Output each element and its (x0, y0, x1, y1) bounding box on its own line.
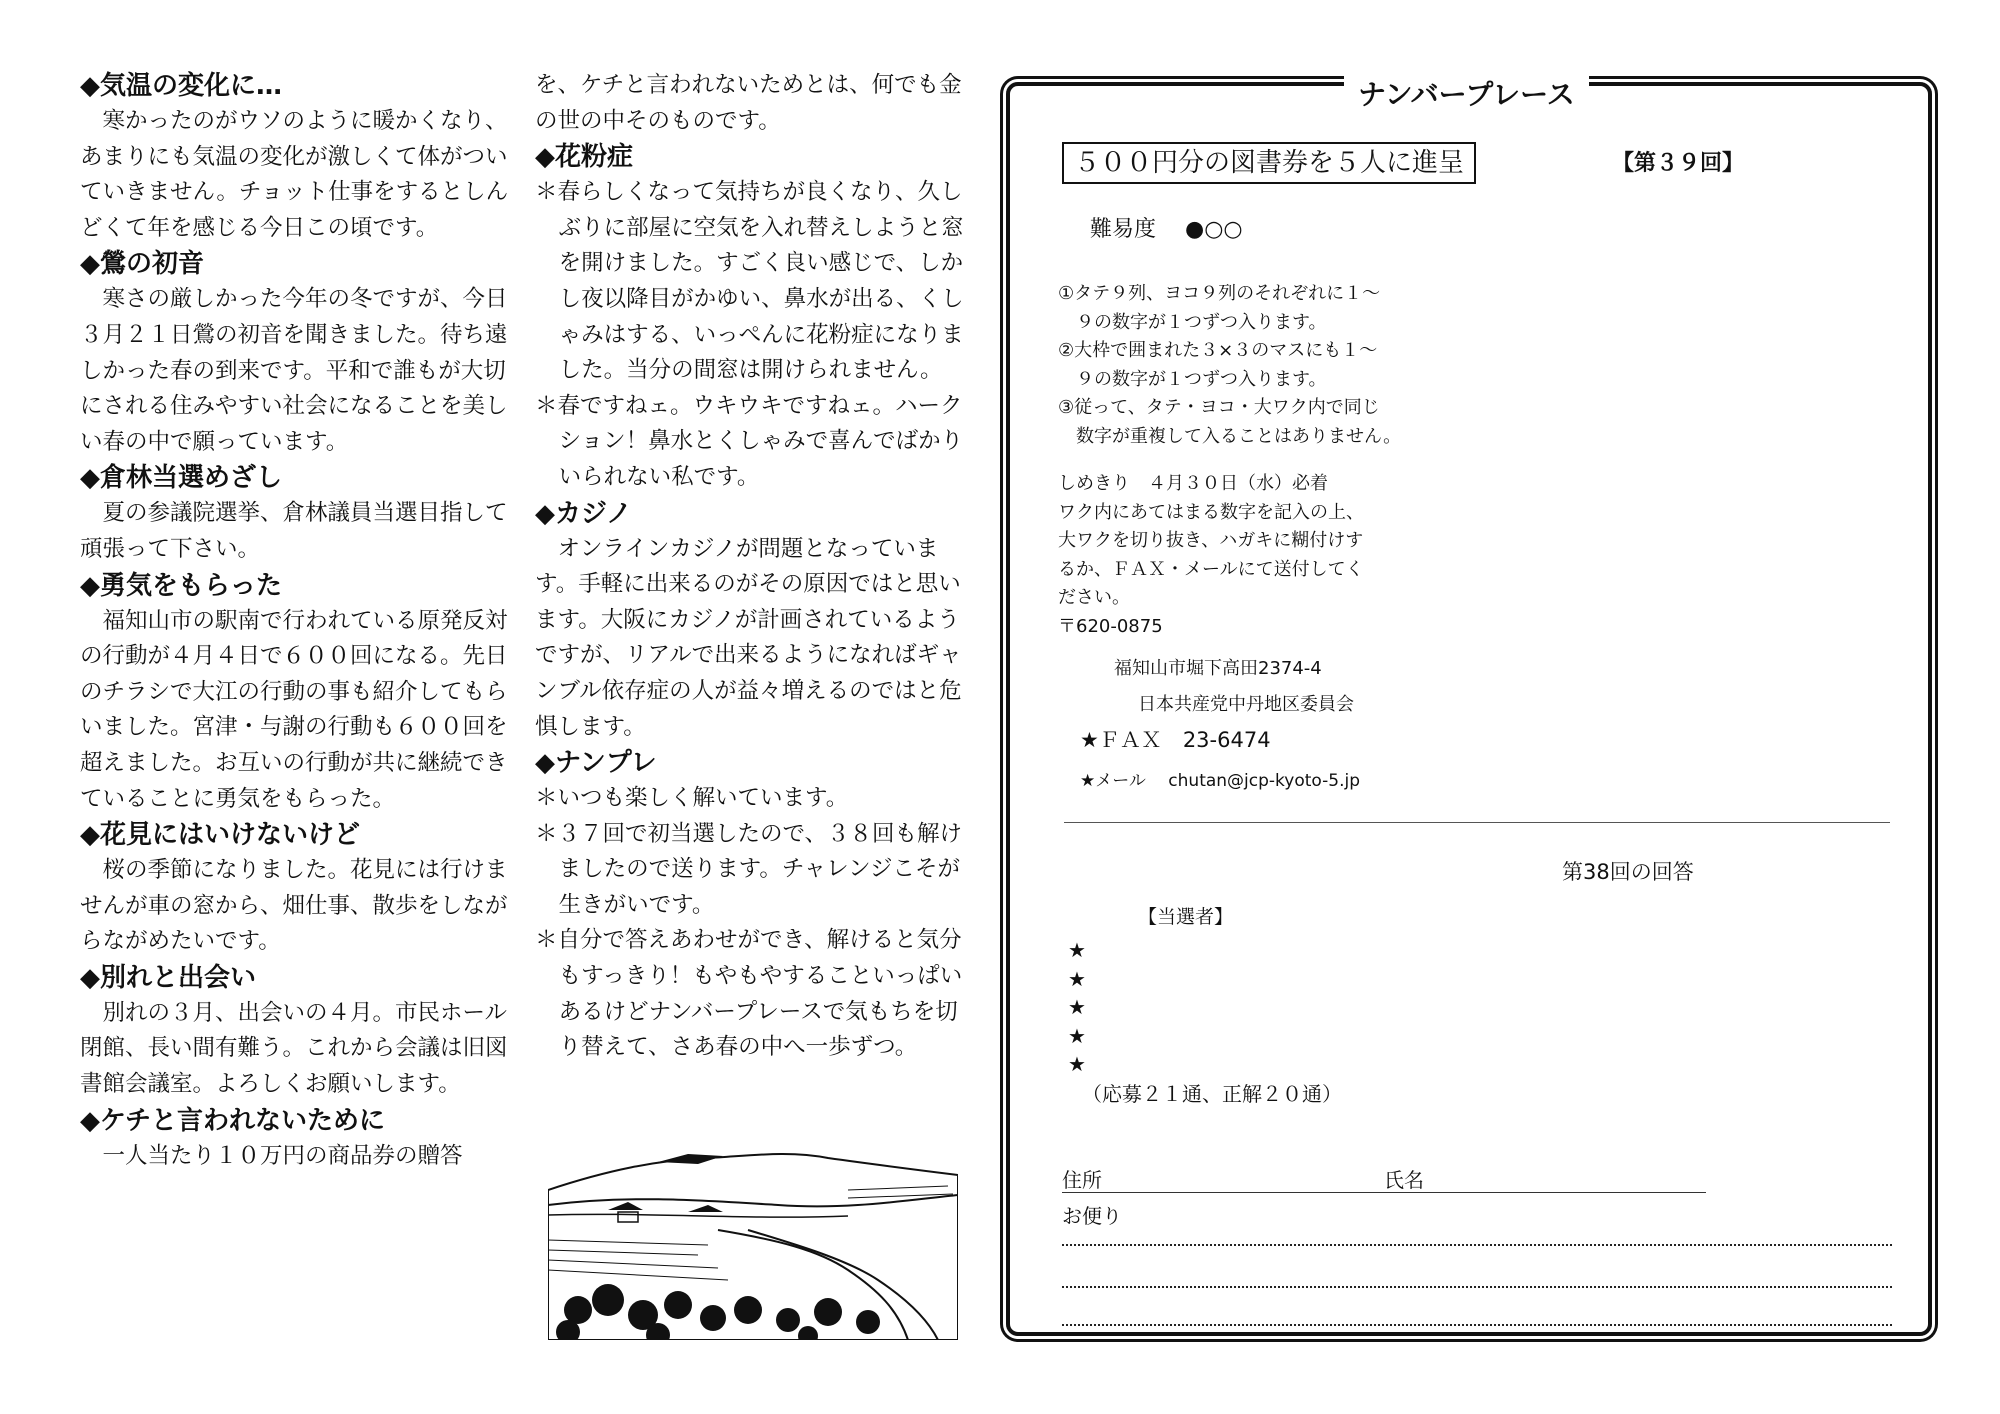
rule-line: ③従って、タテ・ヨコ・大ワク内で同じ (1058, 397, 1380, 418)
winner-star: ★ (1068, 1052, 1086, 1076)
rule-line: ９の数字が１つずつ入ります。 (1058, 311, 1327, 333)
letters-column-left (80, 68, 520, 1174)
section-heading: ◆気温の変化に… (80, 71, 282, 101)
difficulty-label: 難易度 (1090, 217, 1157, 242)
rule-line: 数字が重複して入ることはありません。 (1058, 425, 1402, 447)
winners-list (1068, 936, 1086, 1079)
rules (1058, 280, 1401, 451)
section-heading: ◆勇気をもらった (80, 570, 282, 601)
panel-title: ナンバープレース (1344, 70, 1589, 120)
email-address[interactable]: ★メール chutan@jcp-kyoto-5.jp (1080, 771, 1361, 791)
instruction-line: ワク内にあてはまる数字を記入の上、 (1058, 501, 1364, 523)
address-field-label: 住所 (1062, 1168, 1102, 1192)
section-body: 福知山市の駅南で行われている原発反対の行動が４月４日で６００回になる。先日のチラシで大江の行動の事も紹介してもらいました。宮津・与謝の行動も６００回を超えました。お互いの行動が共に継続できていることに勇気をもらった。 (80, 607, 508, 812)
section-heading: ◆ケチと言われないために (80, 1105, 385, 1136)
section-heading: ◆倉林当選めざし (80, 463, 282, 494)
rule-line: ②大枠で囲まれた３×３のマスにも１～ (1058, 340, 1378, 361)
deadline: しめきり ４月３０日（水）必着 (1058, 473, 1328, 494)
fax-number: ★ＦＡＸ 23-6474 (1080, 728, 1271, 752)
winner-star: ★ (1068, 995, 1086, 1019)
section-body: 寒かったのがウソのように暖かくなり、あまりにも気温の変化が激しくて体がついていきません。チョット仕事をするとしんどくて年を感じる今日この頃です。 (80, 108, 509, 241)
instruction-line: るか、ＦＡＸ・メールにて送付してく (1058, 558, 1364, 580)
divider (1064, 822, 1890, 823)
submission-info (1058, 470, 1364, 641)
instruction-line: 大ワクを切り抜き、ハガキに糊付けす (1058, 530, 1364, 551)
round-number: 【第３９回】 (1612, 151, 1745, 176)
section-body: 別れの３月、出会いの４月。市民ホール閉館、長い間有難う。これから会議は旧図書館会議室。よろしくお願いします。 (80, 999, 508, 1098)
message-line[interactable] (1062, 1286, 1892, 1288)
message-field-label: お便り (1062, 1204, 1122, 1228)
letters-column-right (535, 68, 965, 1066)
bullet-item: ＊３７回で初当選したので、３８回も解けましたので送ります。チャレンジこそが生きがいです。 (535, 820, 963, 918)
section-body: 寒さの厳しかった今年の冬ですが、今日３月２１日鶯の初音を聞きました。待ち遠しかった春の到来です。平和で誰もが大切にされる住みやすい社会になることを美しい春の中で願っています。 (80, 286, 508, 455)
section-heading: ◆カジノ (535, 498, 632, 529)
difficulty (1090, 212, 1243, 243)
name-field-label: 氏名 (1384, 1168, 1424, 1192)
winners-label: 【当選者】 (1138, 906, 1234, 928)
entry-counts: （応募２１通、正解２０通） (1082, 1082, 1342, 1106)
winner-star: ★ (1068, 1023, 1086, 1048)
section-body: 夏の参議院選挙、倉林議員当選目指して頑張って下さい。 (80, 500, 508, 562)
section-body: オンラインカジノが問題となっています。手軽に出来るのがその原因ではと思います。大阪にカジノが計画されているようですが、リアルで出来るようになればギャンブル依存症の人が益々増えるのではと危惧します。 (535, 535, 962, 740)
section-heading: ◆花粉症 (535, 142, 633, 173)
postal-code: 〒620-0875 (1058, 615, 1163, 637)
instruction-line: ださい。 (1058, 587, 1130, 608)
organization: 日本共産党中丹地区委員会 (1138, 694, 1354, 715)
section-heading: ◆別れと出会い (80, 962, 256, 993)
bullet-item: ＊春らしくなって気持ちが良くなり、久しぶりに部屋に空気を入れ替えしようと窓を開けました。すごく良い感じで、しかし夜以降目がかゆい、鼻水が出る、くしゃみはする、いっぺんに花粉症になりました。当分の間窓は開けられません。 (535, 179, 964, 384)
landscape-illustration (548, 1150, 958, 1340)
section-heading: ◆花見にはいけないけど (80, 820, 360, 851)
bullet-item: ＊自分で答えあわせができ、解けると気分もすっきり！もやもやすることいっぱいあるけどナンバープレースで気もちを切り替えて、さあ春の中へ一歩ずつ。 (535, 927, 963, 1061)
answer-title: 第38回の回答 (1562, 860, 1694, 884)
bullet-item: ＊いつも楽しく解いています。 (535, 785, 849, 812)
message-line[interactable] (1062, 1244, 1892, 1246)
address: 福知山市堀下高田2374-4 (1114, 658, 1322, 679)
section-heading: ◆鶯の初音 (80, 249, 204, 280)
continued-text: を、ケチと言われないためとは、何でも金の世の中そのものです。 (535, 72, 962, 134)
address-name-field[interactable] (1062, 1192, 1706, 1193)
section-body: 一人当たり１０万円の商品券の贈答 (102, 1142, 463, 1169)
winner-star: ★ (1068, 938, 1086, 962)
prize-box: ５００円分の図書券を５人に進呈 (1062, 142, 1476, 184)
section-heading: ◆ナンプレ (535, 748, 657, 779)
message-line[interactable] (1062, 1324, 1892, 1326)
winner-star: ★ (1068, 966, 1086, 991)
rule-line: ９の数字が１つずつ入ります。 (1058, 368, 1327, 390)
section-body: 桜の季節になりました。花見には行けませんが車の窓から、畑仕事、散歩をしながらながめたいです。 (80, 857, 508, 955)
rule-line: ①タテ９列、ヨコ９列のそれぞれに１～ (1058, 283, 1381, 304)
bullet-item: ＊春ですねェ。ウキウキですねェ。ハークション！鼻水とくしゃみで喜んでばかりいられない私です。 (535, 392, 964, 490)
difficulty-rating: ●○○ (1185, 217, 1243, 242)
